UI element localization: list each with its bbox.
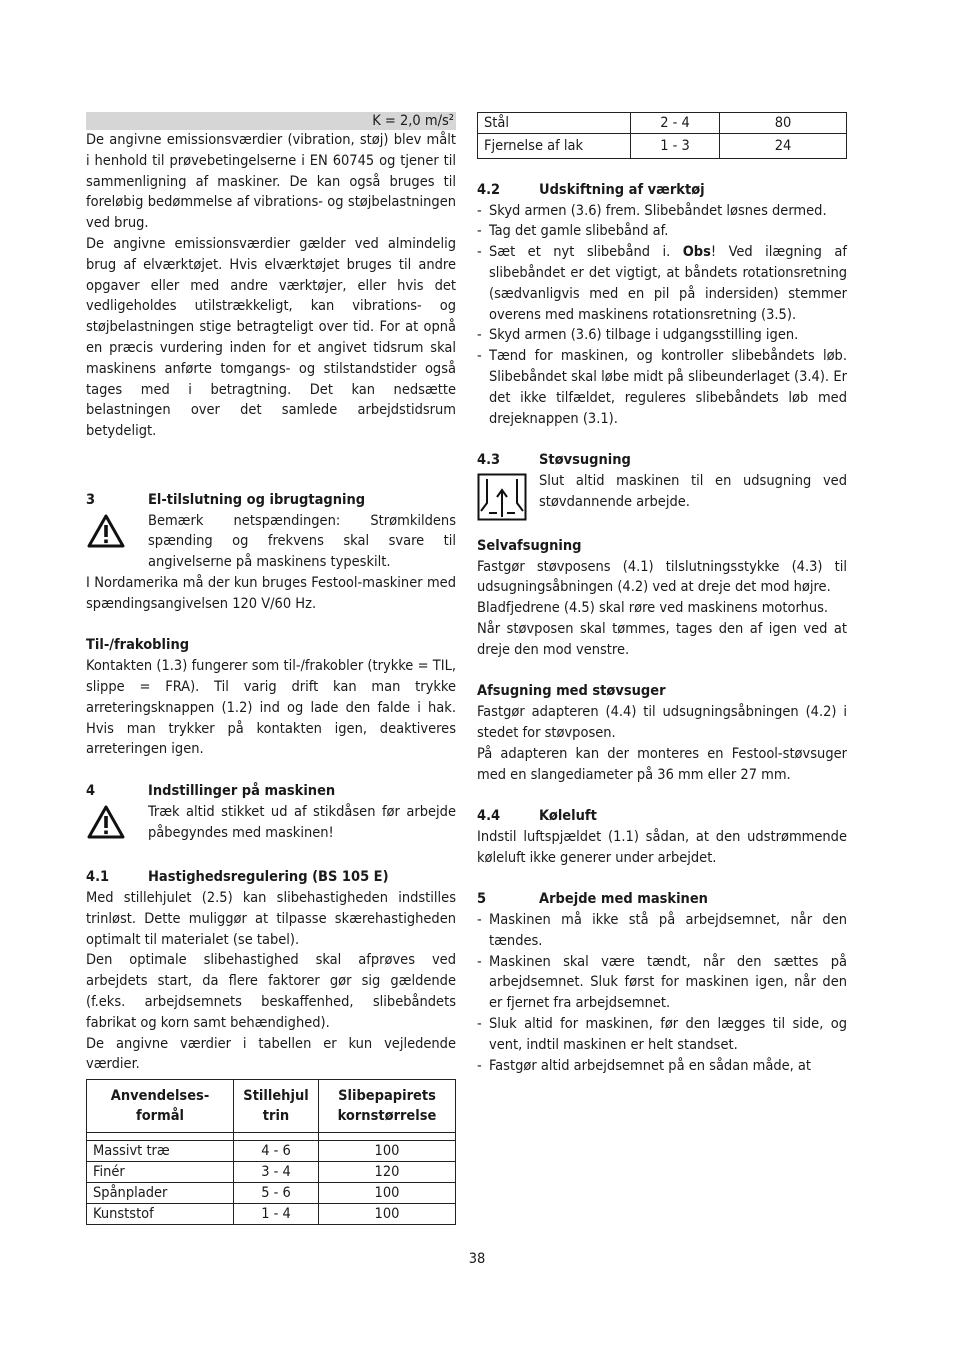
section-title: Køleluft — [539, 808, 597, 825]
section-title: Indstillinger på maskinen — [148, 782, 336, 799]
list-item: - Fastgør altid arbejdsemnet på en sådan måde, at — [477, 1056, 847, 1077]
list-item: - Skyd armen (3.6) tilbage i udgangsstilling igen. — [477, 325, 847, 346]
speed-paragraph-2: Den optimale slibehastighed skal afprøves ved arbejdets start, da flere faktorer gør sig gældende (f.eks. arbejdsemnets beskaffenhed, slibebåndets fabrikat og korn samt behændighed). — [86, 952, 456, 1031]
table-cell: 2 - 4 — [631, 113, 720, 134]
section-4-3-heading — [477, 450, 847, 471]
table-header: Slibepapirets kornstørrelse — [319, 1080, 456, 1133]
warning-text: Træk altid stikket ud af stikdåsen før arbejde påbegyndes med maskinen! — [148, 803, 456, 841]
section-number: 4.3 — [477, 452, 501, 469]
table-cell: 100 — [319, 1204, 456, 1225]
k-value: K = 2,0 m/s² — [372, 113, 454, 129]
section-4-heading — [86, 781, 456, 802]
list-item-mark: ! — [710, 244, 729, 261]
table-cell: 100 — [319, 1183, 456, 1204]
table-cell: Fjernelse af lak — [478, 134, 631, 159]
table-header-row — [87, 1080, 456, 1133]
speed-table — [86, 1079, 456, 1225]
section-title: El-tilslutning og ibrugtagning — [148, 491, 366, 508]
list-item: - Skyd armen (3.6) frem. Slibebåndet løsnes dermed. — [477, 201, 847, 222]
section-number: 5 — [477, 891, 487, 908]
table-row — [478, 134, 847, 159]
warning-block — [86, 511, 456, 573]
section-number: 4.4 — [477, 808, 501, 825]
list-item-text: Ved ilægning af slibebåndet er det vigtigt, at båndets rotationsretning (sædvanligvis med en pil på indersiden) stemmer overens med maskinens rotationsretning (3.5). — [489, 244, 847, 323]
speed-table-continued — [477, 112, 847, 159]
section-5-heading — [477, 889, 847, 910]
table-cell: 1 - 4 — [234, 1204, 319, 1225]
table-cell: Stål — [478, 113, 631, 134]
list-item — [477, 242, 847, 325]
cooling-paragraph: Indstil luftspjældet (1.1) sådan, at den udstrømmende køleluft ikke generer under arbejdet. — [477, 828, 847, 866]
table-row — [478, 113, 847, 134]
list-item: - Maskinen må ikke stå på arbejdsemnet, når den tændes. — [477, 910, 847, 952]
section-3-heading — [86, 490, 456, 511]
warning-text: Bemærk netspændingen: Strømkildens spænding og frekvens skal svare til angivelserne på maskinens typeskilt. — [148, 512, 456, 571]
table-cell: 100 — [319, 1141, 456, 1162]
table-row — [87, 1204, 456, 1225]
tilfra-paragraph: Kontakten (1.3) fungerer som til-/frakobler (trykke = TIL, slippe = FRA). Til varig drift kan man trykke arreteringsknappen (1.2) ind og lade den falde i hak. Hvis man trykker på kontakten igen, deaktiveres arreteringen igen. — [86, 658, 456, 758]
speed-paragraph-3: De angivne værdier i tabellen er kun vejledende værdier. — [86, 1035, 456, 1073]
intro-paragraph-1: De angivne emissionsværdier (vibration, støj) blev målt i henhold til prøvebetingelserne i EN 60745 og tjener til sammenligning af maskiner. De kan også bruges til foreløbig bedømmelse af vibrations- og støjbelastningen ved brug. — [86, 132, 456, 232]
list-item: - Sluk altid for maskinen, før den lægges til side, og vent, indtil maskinen er helt standset. — [477, 1014, 847, 1056]
dust-extraction-icon — [477, 471, 539, 528]
page-number: 38 — [468, 1251, 486, 1267]
afs-paragraph-2: På adapteren kan der monteres en Festool-støvsuger med en slangediameter på 36 mm eller 27 mm. — [477, 745, 847, 783]
section-title: Udskiftning af værktøj — [539, 181, 705, 198]
table-cell: 4 - 6 — [234, 1141, 319, 1162]
working-list — [477, 910, 847, 1076]
section-4-1-heading — [86, 867, 456, 888]
right-column — [477, 112, 847, 1076]
selv-paragraph-1: Fastgør støvposens (4.1) tilslutningsstykke (4.3) til udsugningsåbningen (4.2) ved at dreje det mod højre. — [477, 558, 847, 596]
intro-paragraph-2: De angivne emissionsværdier gælder ved almindelig brug af elværktøjet. Hvis elværktøjet bruges til andre opgaver eller med andre værktøjer, eller hvis det vedligeholdes utilstrækkeligt, kan vibrations- og støjbelastningen stige betragteligt over tid. For at opnå en præcis vurdering inden for et angivet tidsrum skal maskinens anførte tomgangs- og stilstandstider også tages med i betragtning. Det kan nedsætte belastningen over det samlede arbejdstidsrum betydeligt. — [86, 235, 456, 440]
table-cell: 24 — [720, 134, 847, 159]
table-cell: Kunststof — [87, 1204, 234, 1225]
selvafsugning-heading: Selvafsugning — [477, 537, 582, 554]
warning-triangle-icon — [86, 511, 148, 573]
north-america-note: I Nordamerika må der kun bruges Festool-maskiner med spændingsangivelsen 120 V/60 Hz. — [86, 574, 456, 612]
section-number: 3 — [86, 491, 96, 508]
table-cell: 3 - 4 — [234, 1162, 319, 1183]
section-title: Hastighedsregulering (BS 105 E) — [148, 869, 389, 886]
selv-paragraph-3: Når støvposen skal tømmes, tages den af igen ved at dreje den mod venstre. — [477, 620, 847, 658]
warning-triangle-icon — [86, 802, 148, 847]
table-cell: 80 — [720, 113, 847, 134]
list-item: - Tag det gamle slibebånd af. — [477, 221, 847, 242]
extraction-block — [477, 471, 847, 528]
section-4-4-heading — [477, 806, 847, 827]
table-cell: Finér — [87, 1162, 234, 1183]
table-cell: Massivt træ — [87, 1141, 234, 1162]
table-cell: Spånplader — [87, 1183, 234, 1204]
table-cell: 120 — [319, 1162, 456, 1183]
afs-paragraph-1: Fastgør adapteren (4.4) til udsugningsåbningen (4.2) i stedet for støvposen. — [477, 704, 847, 741]
section-title: Arbejde med maskinen — [539, 891, 708, 908]
table-cell: 5 - 6 — [234, 1183, 319, 1204]
list-item-prefix: Sæt et nyt slibebånd i. — [489, 244, 683, 261]
section-number: 4.2 — [477, 181, 501, 198]
section-4-2-heading — [477, 180, 847, 201]
obs-label: Obs — [682, 244, 711, 261]
list-item: - Maskinen skal være tændt, når den sættes på arbejdsemnet. Sluk først for maskinen igen, når den er fjernet fra arbejdsemnet. — [477, 952, 847, 1014]
selv-paragraph-2: Bladfjedrene (4.5) skal røre ved maskinens motorhus. — [477, 600, 829, 617]
table-header: Stillehjul trin — [234, 1080, 319, 1133]
table-cell: 1 - 3 — [631, 134, 720, 159]
section-number: 4 — [86, 782, 96, 799]
speed-paragraph-1: Med stillehjulet (2.5) kan slibehastigheden indstilles trinløst. Dette muliggør at tilpasse skærehastigheden optimalt til materialet (se tabel). — [86, 890, 456, 948]
k-value-bar — [86, 112, 456, 130]
section-title: Støvsugning — [539, 452, 631, 469]
table-row — [87, 1162, 456, 1183]
table-row — [87, 1141, 456, 1162]
tilfra-heading: Til-/frakobling — [86, 637, 190, 654]
table-row — [87, 1183, 456, 1204]
extraction-text: Slut altid maskinen til en udsugning ved støvdannende arbejde. — [539, 472, 847, 510]
left-column — [86, 112, 456, 1225]
table-header: Anvendelses-formål — [87, 1080, 234, 1133]
warning-block — [86, 802, 456, 847]
afsugning-heading: Afsugning med støvsuger — [477, 683, 666, 700]
tool-change-list — [477, 201, 847, 430]
section-number: 4.1 — [86, 869, 110, 886]
list-item: - Tænd for maskinen, og kontroller slibebåndets løb. Slibebåndet skal løbe midt på slibeunderlaget (3.4). Er det ikke tilfældet, reguleres slibebåndets løb med drejeknappen (3.1). — [477, 346, 847, 429]
